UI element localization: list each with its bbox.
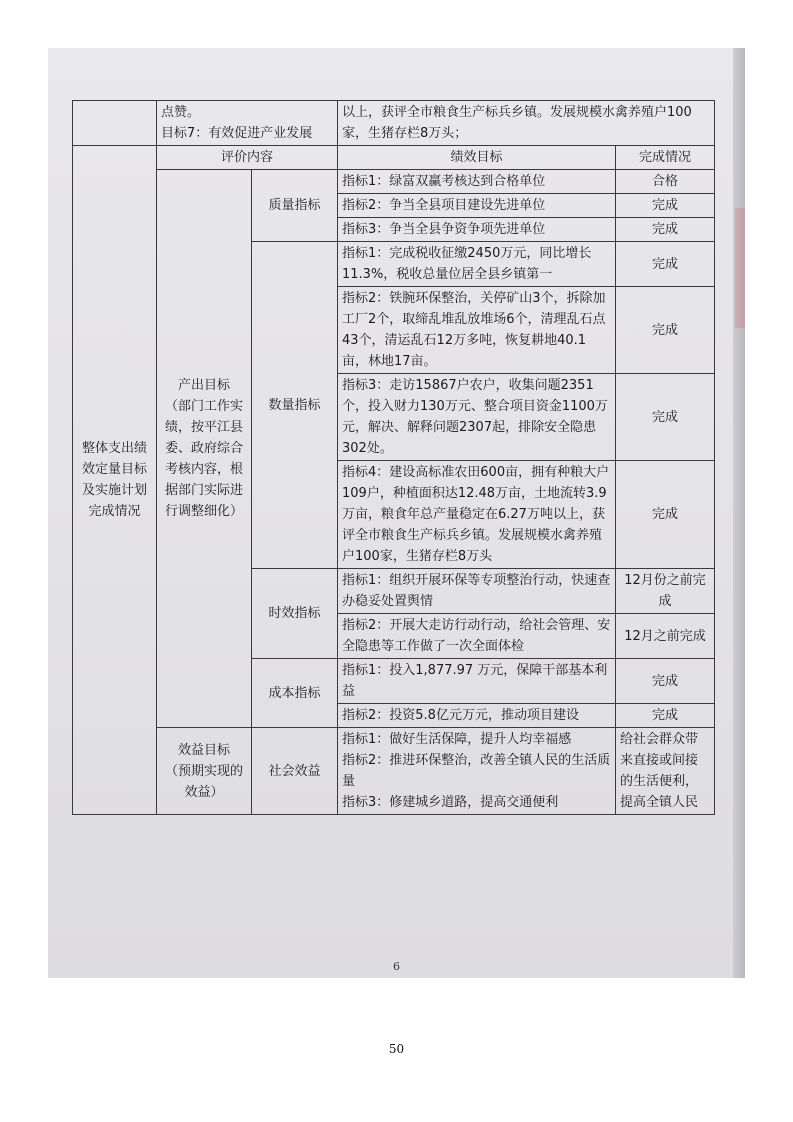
- scanned-page-photo: [48, 48, 745, 978]
- cost-item-1: 指标1：投入1,877.97 万元，保障干部基本利益: [338, 659, 616, 704]
- outer-page-number: 50: [388, 1042, 405, 1056]
- quantity-status-4: 完成: [616, 461, 715, 569]
- continuation-left-line2: 目标7：有效促进产业发展: [161, 126, 313, 141]
- output-target-label: 产出目标: [177, 378, 230, 393]
- social-item-2: 指标2：推进环保整治，改善全镇人民的生活质量: [342, 753, 611, 789]
- quality-status-1: 合格: [616, 170, 715, 194]
- social-items-cell: [338, 728, 616, 815]
- quantity-item-4: 指标4：建设高标准农田600亩，拥有种粮大户109户，种植面积达12.48万亩，土地流转3.9万亩，粮食年总产量稳定在6.27万吨以上，获评全市粮食生产标兵乡镇。发展规模水禽养殖户100家，生猪存栏8万头: [338, 461, 616, 569]
- timeliness-label: 时效指标: [252, 569, 338, 659]
- timeliness-status-1: 12月份之前完成: [616, 569, 715, 614]
- continuation-left-cell: [157, 101, 338, 146]
- social-label: 社会效益: [252, 728, 338, 815]
- table-row: [73, 170, 715, 194]
- header-target: 绩效目标: [338, 146, 616, 170]
- quality-status-3: 完成: [616, 218, 715, 242]
- social-status: 给社会群众带来直接或间接的生活便利，提高全镇人民: [616, 728, 715, 815]
- cost-status-2: 完成: [616, 704, 715, 728]
- continuation-row: [73, 101, 715, 146]
- output-target-note: （部门工作实绩，按平江县委、政府综合考核内容，根据部门实际进行调整细化）: [164, 399, 243, 519]
- benefit-target-note: （预期实现的效益）: [164, 763, 243, 800]
- quality-item-3: 指标3：争当全县争资争项先进单位: [338, 218, 616, 242]
- social-item-3: 指标3：修建城乡道路，提高交通便利: [342, 795, 559, 810]
- performance-table: [72, 100, 715, 815]
- quality-item-2: 指标2：争当全县项目建设先进单位: [338, 194, 616, 218]
- adjacent-page-edge: [733, 48, 745, 978]
- inner-page-number: 6: [393, 960, 400, 973]
- quality-status-2: 完成: [616, 194, 715, 218]
- quantity-status-2: 完成: [616, 287, 715, 374]
- quantity-item-3: 指标3：走访15867户农户，收集问题2351个，投入财力130万元、整合项目资金1100万元，解决、解释问题2307起，排除安全隐患302处。: [338, 374, 616, 461]
- timeliness-item-1: 指标1：组织开展环保等专项整治行动，快速查办稳妥处置舆情: [338, 569, 616, 614]
- benefit-target-cell: [157, 728, 252, 815]
- social-item-1: 指标1：做好生活保障，提升人均幸福感: [342, 732, 572, 747]
- timeliness-item-2: 指标2：开展大走访行动行动，给社会管理、安全隐患等工作做了一次全面体检: [338, 614, 616, 659]
- quality-item-1: 指标1：绿富双赢考核达到合格单位: [338, 170, 616, 194]
- quantity-label: 数量指标: [252, 242, 338, 569]
- cost-item-2: 指标2：投资5.8亿元万元，推动项目建设: [338, 704, 616, 728]
- continuation-left-line1: 点赞。: [161, 105, 201, 120]
- header-status: 完成情况: [616, 146, 715, 170]
- quantity-status-1: 完成: [616, 242, 715, 287]
- quality-label: 质量指标: [252, 170, 338, 242]
- quantity-item-2: 指标2：铁腕环保整治，关停矿山3个，拆除加工厂2个，取缔乱堆乱放堆场6个，清理乱石点43个，清运乱石12万多吨，恢复耕地40.1亩，林地17亩。: [338, 287, 616, 374]
- table-row: [73, 728, 715, 815]
- cost-label: 成本指标: [252, 659, 338, 728]
- header-eval: 评价内容: [157, 146, 338, 170]
- row-label-cell: 整体支出绩效定量目标及实施计划完成情况: [73, 146, 157, 815]
- continuation-right-cell: 以上，获评全市粮食生产标兵乡镇。发展规模水禽养殖户100家，生猪存栏8万头；: [338, 101, 715, 146]
- timeliness-status-2: 12月之前完成: [616, 614, 715, 659]
- benefit-target-label: 效益目标: [177, 742, 230, 758]
- quantity-status-3: 完成: [616, 374, 715, 461]
- adjacent-page-mark: [735, 208, 745, 328]
- cost-status-1: 完成: [616, 659, 715, 704]
- header-row: [73, 146, 715, 170]
- quantity-item-1: 指标1：完成税收征缴2450万元，同比增长11.3%，税收总量位居全县乡镇第一: [338, 242, 616, 287]
- output-target-cell: [157, 170, 252, 728]
